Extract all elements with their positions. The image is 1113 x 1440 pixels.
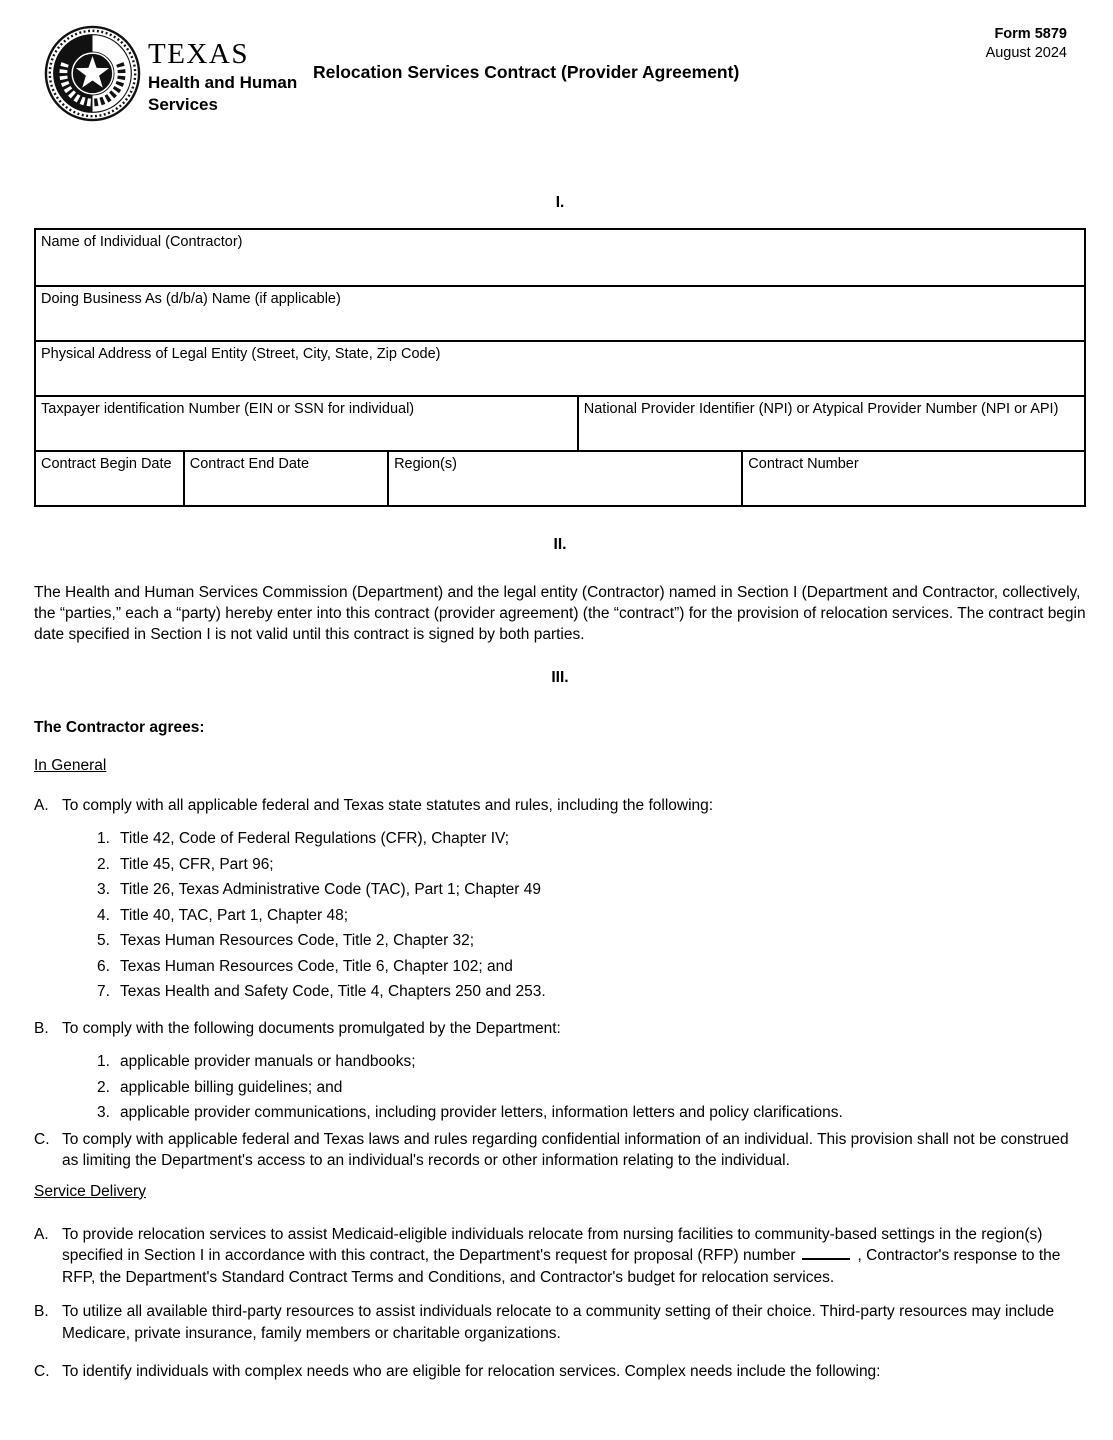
item-text: To comply with all applicable federal and Texas state statutes and rules, including the following: [62,797,714,814]
section-3-heading: III. [551,669,569,686]
item-label: B. [34,1020,49,1037]
in-general-item-c [34,1129,1086,1171]
list-item [97,1103,1086,1123]
field-label: Physical Address of Legal Entity (Street, City, State, Zip Code) [41,346,441,362]
list-number: 1. [97,830,110,847]
list-number: 5. [97,932,110,949]
table-row [36,395,1084,450]
list-text: Title 40, TAC, Part 1, Chapter 48; [120,906,349,924]
list-item [97,1052,1086,1072]
logo-hhs-label-line2: Services [148,95,218,114]
agency-logo-text [148,38,297,114]
field-contract-end-date[interactable] [183,452,387,505]
item-label: C. [34,1363,50,1380]
list-text: Texas Human Resources Code, Title 2, Chapter 32; [120,932,475,949]
contractor-agrees-heading: The Contractor agrees: [34,719,205,736]
field-contract-number[interactable] [741,452,1084,505]
list-item [97,1078,1086,1098]
item-text: To comply with the following documents promulgated by the Department: [62,1020,561,1037]
item-label: A. [34,1225,49,1243]
section-1-table [34,228,1086,507]
table-row [36,340,1084,395]
in-general-heading: In General [34,757,107,774]
field-label: National Provider Identifier (NPI) or Atypical Provider Number (NPI or API) [583,401,1059,417]
field-dba-name[interactable] [36,287,1084,340]
service-delivery-item-c [34,1361,1086,1383]
table-row [36,285,1084,340]
table-row [36,230,1084,285]
logo-texas-label: TEXAS [148,38,249,70]
field-taxpayer-id[interactable] [36,397,577,450]
list-item [97,880,1086,900]
field-name-of-individual[interactable] [36,230,1084,285]
rfp-number-blank[interactable] [802,1246,850,1260]
list-text: Title 26, Texas Administrative Code (TAC), Part 1; Chapter 49 [120,881,541,898]
list-text: Title 42, Code of Federal Regulations (CFR), Chapter IV; [120,830,510,847]
list-text: applicable provider communications, including provider letters, information letters and policy clarifications. [120,1104,843,1121]
list-number: 2. [97,1078,110,1096]
item-text-before-blank: To provide relocation services to assist Medicaid-eligible individuals relocate from nursing facilities to community-based settings in the region(s) specified in Section I in accordance with this contract, the Department's request for proposal (RFP) number [62,1225,1043,1264]
field-physical-address[interactable] [36,342,1084,395]
header [34,0,1086,160]
item-label: C. [34,1130,50,1148]
list-text: applicable provider manuals or handbooks; [120,1053,416,1070]
service-delivery-heading: Service Delivery [34,1182,146,1200]
logo-hhs-label-line1: Health and Human [148,73,298,92]
list-number: 3. [97,881,110,898]
in-general-a-list [97,829,1086,1002]
item-text: To comply with applicable federal and Texas laws and rules regarding confidential information of an individual. This provision shall not be construed as limiting the Department's access to an individual's records or other information relating to the individual. [62,1130,1069,1169]
list-number: 3. [97,1104,110,1121]
field-contract-begin-date[interactable] [36,452,183,505]
form-number: Form 5879 [994,26,1067,42]
item-text-after-blank: , Contractor's response to the RFP, the Department's Standard Contract Terms and Conditions, and Contractor's budget for relocation services. [62,1247,1061,1286]
table-row [36,450,1084,505]
list-number: 1. [97,1053,110,1070]
list-text: Texas Health and Safety Code, Title 4, Chapters 250 and 253. [120,983,546,1000]
in-general-item-b [34,1018,1086,1039]
form-info [986,25,1067,63]
section-1-heading: I. [555,194,565,211]
field-label: Taxpayer identification Number (EIN or SSN for individual) [41,401,415,417]
service-delivery-item-b [34,1301,1086,1344]
field-label: Doing Business As (d/b/a) Name (if applicable) [41,291,341,307]
texas-hhs-seal-icon [44,25,141,122]
list-number: 2. [97,855,110,873]
item-text: To identify individuals with complex needs who are eligible for relocation services. Complex needs include the following: [62,1363,881,1380]
in-general-b-list [97,1052,1086,1123]
item-label: A. [34,797,49,814]
field-regions[interactable] [387,452,741,505]
field-label: Contract Number [748,456,859,472]
field-label: Contract End Date [189,456,310,472]
field-npi[interactable] [577,397,1084,450]
item-label: B. [34,1303,49,1320]
list-item [97,906,1086,926]
list-item [97,982,1086,1002]
list-number: 4. [97,906,110,924]
list-item [97,957,1086,977]
list-item [97,829,1086,849]
section-2-heading: II. [553,536,567,553]
field-label: Contract Begin Date [41,456,172,472]
field-label: Name of Individual (Contractor) [41,234,243,250]
list-number: 6. [97,957,110,975]
page-title: Relocation Services Contract (Provider Agreement) [313,62,740,82]
form-date: August 2024 [985,45,1067,61]
field-label: Region(s) [394,456,457,472]
item-text [62,1224,1086,1289]
service-delivery-item-a [34,1224,1086,1289]
list-text: applicable billing guidelines; and [120,1078,343,1096]
in-general-item-a [34,795,1086,816]
section-2-paragraph: The Health and Human Services Commission (Department) and the legal entity (Contractor) named in Section I (Department and Contractor, collectively, the “parties,” each a “party) hereby enter into this contract (provider agreement) (the “contract”) for the provision of relocation services. The contract begin date specified in Section I is not valid until this contract is signed by both parties. [34,584,1086,643]
list-item [97,931,1086,951]
list-item [97,855,1086,875]
list-text: Texas Human Resources Code, Title 6, Chapter 102; and [120,957,513,975]
item-text: To utilize all available third-party resources to assist individuals relocate to a community setting of their choice. Third-party resources may include Medicare, private insurance, family members or charitable organizations. [62,1303,1055,1342]
list-text: Title 45, CFR, Part 96; [120,855,274,873]
list-number: 7. [97,983,110,1000]
